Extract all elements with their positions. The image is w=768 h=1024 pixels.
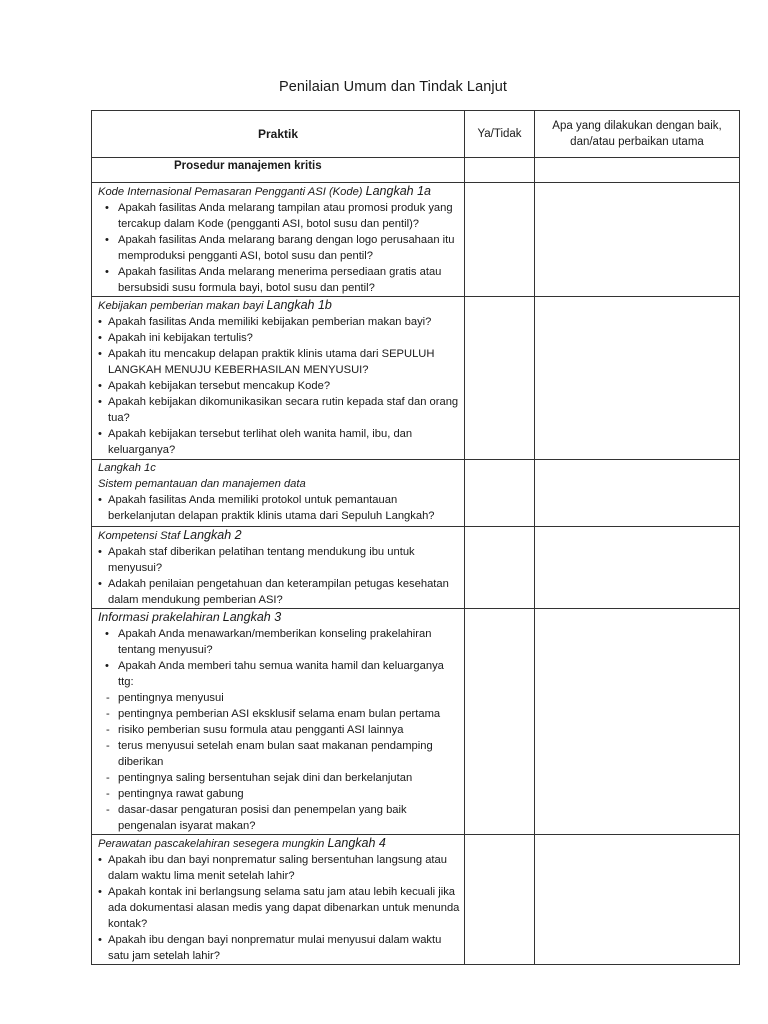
list-item: • Adakah penilaian pengetahuan dan keterampilan petugas kesehatan dalam mendukung pemberian ASI? <box>98 578 449 606</box>
bullet-icon: • <box>98 886 102 898</box>
bullet-icon: • <box>98 380 102 392</box>
notes-cell[interactable] <box>535 158 740 183</box>
sub-item: - risiko pemberian susu formula atau pengganti ASI lainnya <box>106 724 404 736</box>
step-label: Langkah 3 <box>222 610 282 624</box>
page-title: Penilaian Umum dan Tindak Lanjut <box>278 79 508 95</box>
bullet-icon: • <box>98 934 102 946</box>
section-4 <box>92 835 465 965</box>
section-2 <box>92 527 465 609</box>
section-title: Sistem pemantauan dan manajemen data <box>98 478 306 490</box>
section-row-4 <box>92 835 740 965</box>
sub-item: - pentingnya rawat gabung <box>106 788 244 800</box>
ya-tidak-cell[interactable] <box>465 460 535 527</box>
ya-tidak-cell[interactable] <box>465 158 535 183</box>
notes-cell[interactable] <box>535 183 740 297</box>
section-title: Perawatan pascakelahiran sesegera mungkin Langkah 4 <box>98 836 386 850</box>
sub-item: - pentingnya saling bersentuhan sejak dini dan berkelanjutan <box>106 772 413 784</box>
ya-tidak-cell[interactable] <box>465 527 535 609</box>
step-label: Langkah 1a <box>365 184 431 198</box>
dash-icon: - <box>106 724 110 736</box>
header-praktik: Praktik <box>92 111 465 158</box>
bullet-icon: • <box>98 428 102 440</box>
bullet-icon: • <box>105 266 109 278</box>
notes-cell[interactable] <box>535 297 740 460</box>
assessment-table <box>91 110 740 965</box>
section-1b <box>92 297 465 460</box>
section-title: Informasi prakelahiran Langkah 3 <box>98 610 282 624</box>
section-1c <box>92 460 465 527</box>
list-item: • Apakah Anda menawarkan/memberikan konseling prakelahiran tentang menyusui? <box>105 628 432 656</box>
list-item: • Apakah ini kebijakan tertulis? <box>98 332 253 344</box>
ya-tidak-cell[interactable] <box>465 835 535 965</box>
bullet-icon: • <box>98 348 102 360</box>
list-item: • Apakah fasilitas Anda memiliki kebijakan pemberian makan bayi? <box>98 316 432 328</box>
ya-tidak-cell[interactable] <box>465 183 535 297</box>
bullet-icon: • <box>105 202 109 214</box>
list-item: • Apakah kebijakan tersebut mencakup Kode? <box>98 380 331 392</box>
list-item: • Apakah kebijakan dikomunikasikan secara rutin kepada staf dan orang tua? <box>98 396 459 424</box>
notes-cell[interactable] <box>535 460 740 527</box>
section-row-1b <box>92 297 740 460</box>
bullet-icon: • <box>98 316 102 328</box>
list-item: • Apakah kebijakan tersebut terlihat oleh wanita hamil, ibu, dan keluarganya? <box>98 428 413 456</box>
ya-tidak-cell[interactable] <box>465 609 535 835</box>
section-title: Kompetensi Staf Langkah 2 <box>98 528 242 542</box>
list-item: • Apakah fasilitas Anda melarang barang dengan logo perusahaan itu memproduksi pengganti ASI, botol susu dan pentil? <box>105 234 455 262</box>
section-row-1c <box>92 460 740 527</box>
step-label: Langkah 4 <box>327 836 386 850</box>
bullet-icon: • <box>98 396 102 408</box>
list-item: • Apakah ibu dan bayi nonprematur saling bersentuhan langsung atau dalam waktu lima menit setelah lahir? <box>98 854 447 882</box>
bullet-icon: • <box>105 234 109 246</box>
bullet-icon: • <box>98 854 102 866</box>
bullet-icon: • <box>98 332 102 344</box>
step-label: Langkah 2 <box>183 528 242 542</box>
list-item: • Apakah Anda memberi tahu semua wanita hamil dan keluarganya ttg: <box>105 660 444 688</box>
bullet-icon: • <box>98 578 102 590</box>
sub-item: - dasar-dasar pengaturan posisi dan penempelan yang baik pengenalan isyarat makan? <box>106 804 407 832</box>
notes-cell[interactable] <box>535 527 740 609</box>
dash-icon: - <box>106 804 110 816</box>
section-title: Kode Internasional Pemasaran Pengganti ASI (Kode) Langkah 1a <box>98 184 431 198</box>
sub-item: - terus menyusui setelah enam bulan saat makanan pendamping diberikan <box>106 740 433 768</box>
header-ya-tidak: Ya/Tidak <box>465 111 535 158</box>
list-item: • Apakah itu mencakup delapan praktik klinis utama dari SEPULUH LANGKAH MENUJU KEBERHASILAN MENYUSUI? <box>98 348 435 376</box>
bullet-icon: • <box>105 660 109 672</box>
list-item: • Apakah fasilitas Anda melarang menerima persediaan gratis atau bersubsidi susu formula bayi, botol susu dan pentil? <box>105 266 442 294</box>
bullet-icon: • <box>98 494 102 506</box>
list-item: • Apakah kontak ini berlangsung selama satu jam atau lebih kecuali jika ada dokumentasi alasan medis yang dapat dibenarkan untuk menunda kontak? <box>98 886 460 930</box>
bullet-icon: • <box>105 628 109 640</box>
dash-icon: - <box>106 708 110 720</box>
section-3 <box>92 609 465 835</box>
notes-cell[interactable] <box>535 835 740 965</box>
sub-item: - pentingnya menyusui <box>106 692 224 704</box>
procedure-label: Prosedur manajemen kritis <box>92 158 465 183</box>
section-1a <box>92 183 465 297</box>
section-row-1a <box>92 183 740 297</box>
step-label: Langkah 1c <box>98 462 156 474</box>
notes-cell[interactable] <box>535 609 740 835</box>
section-row-3 <box>92 609 740 835</box>
dash-icon: - <box>106 772 110 784</box>
sub-item: - pentingnya pemberian ASI eksklusif selama enam bulan pertama <box>106 708 441 720</box>
list-item: • Apakah staf diberikan pelatihan tentang mendukung ibu untuk menyusui? <box>98 546 415 574</box>
list-item: • Apakah fasilitas Anda melarang tampilan atau promosi produk yang tercakup dalam Kode (pengganti ASI, botol susu dan pentil)? <box>105 202 453 230</box>
section-row-2 <box>92 527 740 609</box>
section-title: Kebijakan pemberian makan bayi Langkah 1b <box>98 298 332 312</box>
bullet-icon: • <box>98 546 102 558</box>
ya-tidak-cell[interactable] <box>465 297 535 460</box>
procedure-row <box>92 158 740 183</box>
list-item: • Apakah ibu dengan bayi nonprematur mulai menyusui dalam waktu satu jam setelah lahir? <box>98 934 442 962</box>
header-apa: Apa yang dilakukan dengan baik, dan/atau perbaikan utama <box>535 111 740 158</box>
dash-icon: - <box>106 740 110 752</box>
dash-icon: - <box>106 788 110 800</box>
header-row <box>92 111 740 158</box>
step-label: Langkah 1b <box>266 298 332 312</box>
dash-icon: - <box>106 692 110 704</box>
list-item: • Apakah fasilitas Anda memiliki protokol untuk pemantauan berkelanjutan delapan praktik klinis utama dari Sepuluh Langkah? <box>98 494 435 522</box>
